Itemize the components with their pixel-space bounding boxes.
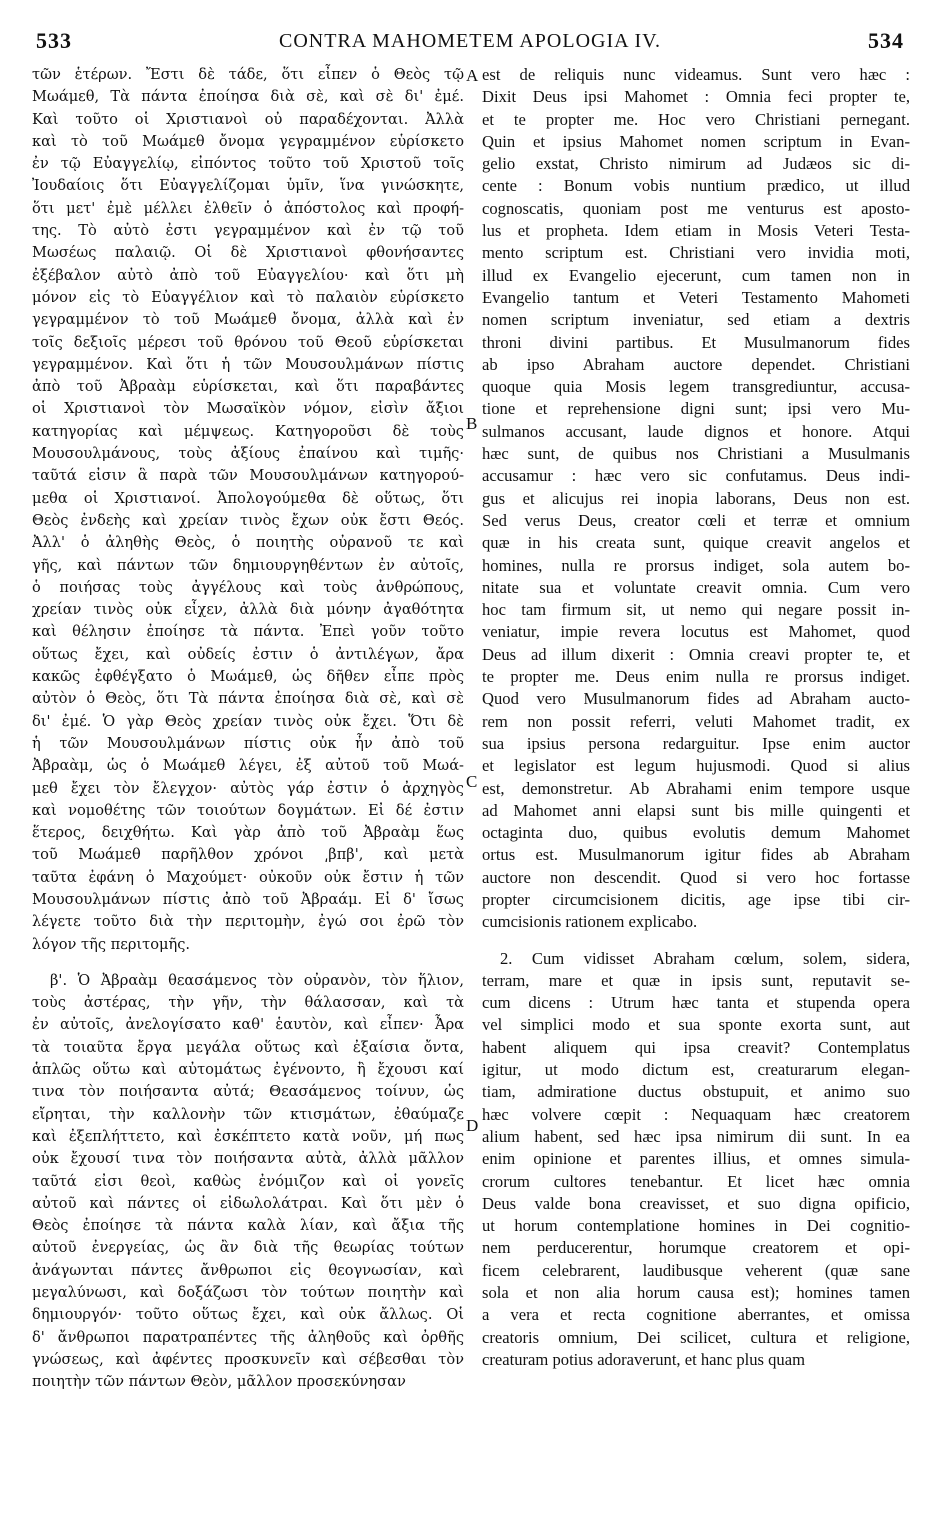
text-line: μεθα οἱ Χριστιανοί. Ἀπολογούμεθα δὲ οὕτως, ὅτι [32,489,464,507]
text-line: et legislator est legum hujusmodi. Quod si alius [482,756,910,776]
text-line: ortus est. Musulmanorum igitur fides ab Abraham [482,845,910,865]
right-page-number: 534 [868,28,904,53]
text-line: τοῖς δεξιοῖς μέρεσι τοῦ θρόνου τοῦ Θεοῦ εὑρίσκεται [32,333,464,351]
text-line: terram, mare et quæ in ipsis sunt, reputavit se- [482,970,910,990]
text-line: nem perducerentur, horumque creatorem et opi- [482,1238,910,1258]
margin-letter-a: A [466,66,479,85]
text-line: cente : Bonum vobis nuntium prædico, ut illud [482,176,910,196]
text-line: ἡ τῶν Μουσουλμάνων πίστις οὐκ ἦν ἀπὸ τοῦ [32,734,464,752]
text-line: est de reliquis nunc videamus. Sunt vero hæc : [482,65,910,84]
text-line: Quod vero Musulmanorum fides ad Abraham aucto- [482,689,910,709]
text-line: creaturam potius adoraverunt, et hanc plus quam [482,1349,806,1369]
text-line: Μωάμεθ, Τὰ πάντα ἐποίησα διὰ σὲ, καὶ σὲ δι' ἐμέ. [32,88,464,106]
text-line: crorum cultores tenebantur. Et licet hæc omnia [482,1171,910,1191]
greek-section-1 [32,64,464,956]
text-line: tiam, admiratione ductus obstupuit, et animo suo [482,1082,910,1102]
running-title: CONTRA MAHOMETEM APOLOGIA IV. [279,30,661,52]
text-line: Θεὸς ἐνδεὴς καὶ χρείαν τινὸς ἔχων οὐκ ἔστι Θεός. [32,511,464,529]
margin-letter-d: D [466,1116,479,1135]
margin-letter-b: B [466,414,478,433]
text-line: hoc tam firmum sit, ut nemo qui negare possit in- [482,600,910,620]
text-line: ut horum contemplatione homines in Dei cognitio- [482,1216,910,1236]
text-line: ἐν τῷ Εὐαγγελίῳ, εἰπόντος τοῦτο τοῦ Χριστοῦ τοῖς [32,155,464,173]
text-line: γεγραμμένον. Καὶ ὅτι ἡ τῶν Μουσουλμάνων πίστις [32,355,464,373]
text-line: vel simplici modo et sua sponte exorta sunt, aut [482,1015,910,1035]
text-line: Deus valde bona creavisset, et suo digna opificio, [482,1193,910,1213]
text-line: te propter me. Deus enim nulla re prorsus indiget. [482,667,910,687]
text-line: μεθ ἔχει τὸν ἔλεγχον· αὐτὸς γάρ ἐστιν ὁ ἀρχηγὸς [32,779,464,797]
text-line: cognoscatis, quoniam post me venturus est aposto- [482,198,910,218]
text-line: homines, nulla re prorsus indiget, sola autem bo- [482,555,910,575]
text-line: β'. Ὁ Ἀβραὰμ θεασάμενος τὸν οὐρανὸν, τὸν ἥλιον, [50,971,464,989]
latin-section-1 [482,64,910,934]
text-line: Ἰουδαίοις ὅτι Εὐαγγελίζομαι ὑμῖν, ἵνα γινώσκητε, [32,177,464,195]
text-line: illud ex Evangelio ejecerunt, cum tamen non in [482,265,910,285]
text-line: quæ in his creata sunt, quique creavit angelos et [482,533,910,553]
text-line: Θεὸς ἐποίησε τὰ πάντα καλὰ λίαν, καὶ ἄξια τῆς [32,1217,464,1235]
text-line: gelio exstat, Christo nimirum ad Judæos sic di- [482,154,910,174]
text-line: της. Τὸ αὐτὸ ἐστι γεγραμμένον καὶ ἐν τῷ τοῦ [32,222,464,240]
text-line: τῶν ἑτέρων. Ἔστι δὲ τάδε, ὅτι εἶπεν ὁ Θεὸς τῷ [32,66,464,83]
text-line: est, demonstretur. Ab Abrahami enim tempore usque [482,778,910,798]
text-line: ὁ ποιήσας τοὺς ἀγγέλους καὶ τοὺς ἀνθρώπους, [32,578,464,596]
running-header [32,28,908,62]
text-line: γνώσεως, καὶ ἀφέντες προσκυνεῖν καὶ σέβεσθαι τὸν [32,1350,464,1368]
text-line: οὕτως ἔχει, καὶ οὐδείς ἐστιν ὁ ἀντιλέγων, ἄρα [32,645,464,663]
latin-section-2 [482,948,910,1372]
text-line: κατηγορίας καὶ μέμψεως. Κατηγοροῦσι δὲ τοὺς [32,422,464,440]
text-line: nomen scriptum inveniatur, sed etiam a dextris [482,310,910,330]
greek-column [32,64,464,1394]
text-line: nitate sua et voluntate creavit omnia. Cum vero [482,577,910,597]
text-line: sulmanos accusant, laude dignos et honore. Atqui [482,421,910,441]
text-line: ficem celebrarent, laudibusque veherent (quæ sane [482,1260,910,1280]
text-line: cum dicens : Utrum hæc tanta et stupenda opera [482,993,910,1013]
text-line: ἐξέβαλον αὐτὸ ἀπὸ τοῦ Εὐαγγελίου· καὶ ὅτι μὴ [32,266,464,284]
text-line: ἁπλῶς οὕτω καὶ αὐτομάτως ἐγένοντο, ἢ ἔχουσι καί [32,1061,464,1079]
text-line: ταῦτα ἐφάνη ὁ Μαχούμετ· οὐκοῦν οὐκ ἔστιν ἡ τῶν [32,868,464,886]
text-line: accusamur : hæc vero sic confutamus. Deus indi- [482,466,910,486]
text-line: εἴρηται, τὴν καλλονὴν τῶν κτισμάτων, ἐθαύμαζε [32,1105,464,1123]
text-line: ἀπὸ τοῦ Ἀβραὰμ εὑρίσκεται, καὶ ὅτι παραβάντες [32,378,464,396]
text-line: alium habent, sed hæc ipsa nimirum dii sunt. In ea [482,1126,910,1146]
text-line: creatoris omnium, Dei scilicet, cultura et religione, [482,1327,910,1347]
text-line: ὅτι μετ' ἐμὲ μέλλει ἐλθεῖν ὁ ἀπόστολος καὶ προφή- [32,199,464,217]
text-line: Dixit Deus ipsi Mahomet : Omnia feci propter te, [482,87,910,107]
text-line: καὶ νομοθέτης τῶν τοιούτων δογμάτων. Εἰ δέ ἐστιν [32,801,464,819]
text-line: habent aliquem qui ipsa creavit? Contemplatus [482,1037,910,1057]
text-line: hæc volvere cœpit : Nequaquam hæc creatorem [482,1104,910,1124]
text-line: μεγαλύνωσι, καὶ δοξάζωσι τὸν τούτων ποιητὴν καὶ [32,1284,464,1302]
text-line: δ' ἄνθρωποι παρατραπέντες τῆς ἀληθοῦς καὶ ὀρθῆς [32,1328,464,1346]
text-line: αὐτοῦ καὶ πάντες οἱ εἰδωλολάτραι. Καὶ ὅτι μὲν ὁ [32,1194,464,1212]
text-line: octaginta duo, quibus evolutis demum Mahomet [482,823,910,843]
text-line: rem non possit referri, veluti Mahomet tradit, ex [482,711,910,731]
text-line: enim opinione et parentes illius, et omnes simula- [482,1149,910,1169]
text-line: veniatur, impie revera locutus est Mahomet, quod [482,622,910,642]
text-line: οὐκ ἔχουσί τινα τὸν ποιήσαντα αὐτὰ, ἀλλὰ μᾶλλον [32,1150,464,1168]
text-line: χρείαν τινὸς οὐκ εἶχεν, ἀλλὰ διὰ μόνην ἀγαθότητα [32,601,464,619]
text-line: καὶ τὸ τοῦ Μωάμεθ ὄνομα γεγραμμένον εὑρίσκετο [32,132,464,150]
text-line: δι' ἐμέ. Ὁ γὰρ Θεὸς χρείαν τινὸς οὐκ ἔχει. Ὅτι δὲ [32,712,464,730]
text-line: ad Mahomet anni elapsi sunt bis mille quingenti et [482,800,910,820]
text-line: lus et propheta. Idem etiam in Mosis Veteri Testa- [482,221,910,241]
text-line: αὐτὸν ὁ Θεὸς, ὅτι Τὰ πάντα ἐποίησα διὰ σὲ, καὶ σὲ [32,690,464,708]
text-line: cumcisionis rationem explicabo. [482,912,698,932]
text-line: throni divini partibus. Et Musulmanorum fides [482,332,910,352]
text-line: τὰ τοιαῦτα ἔργα μεγάλα οὕτως καὶ ἐξαίσια ὄντα, [32,1038,464,1056]
text-line: auctore non descendit. Quod si vero hoc fortasse [482,867,910,887]
text-line: ἐν αὐτοῖς, ἀνελογίσατο καθ' ἑαυτὸν, καὶ εἶπεν· Ἆρα [32,1016,464,1034]
text-line: Sed verus Deus, creator cœli et terræ et omnium [482,510,910,530]
text-line: οἱ Χριστιανοὶ τὸν Μωσαϊκὸν νόμον, εἰσὶν ἄξιοι [32,400,464,418]
text-line: ἕτερος, δειχθήτω. Καὶ γὰρ ἀπὸ τοῦ Ἀβραὰμ ἕως [32,824,464,842]
text-line: Ἀβραὰμ, ὡς ὁ Μωάμεθ λέγει, ἐξ αὐτοῦ τοῦ Μωά- [32,757,464,775]
text-line: δημιουργόν· τοῦτο οὕτως ἔχει, καὶ οὐκ ἄλλως. Οἱ [32,1306,464,1324]
text-line: 2. Cum vidisset Abraham cœlum, solem, sidera, [500,948,910,968]
text-line: τινα τὸν ποιήσαντα αὐτά; Θεασάμενος τοίνυν, ὡς [32,1083,464,1101]
text-line: mento scriptum est. Christiani vero invidia moti, [482,243,910,263]
text-line: λέγετε τοῦτο διὰ τὴν περιτομὴν, ἐγώ σοι ἐρῶ τὸν [32,913,464,931]
text-line: αὐτοῦ ἐνεργείας, ὡς ἂν διὰ τῆς θεωρίας τούτων [32,1239,464,1257]
text-line: Ἀλλ' ὁ ἀληθὴς Θεὸς, ὁ ποιητὴς οὐρανοῦ τε καὶ [32,534,464,552]
margin-letter-c: C [466,772,478,791]
text-line: ταῦτά εἰσι θεοὶ, καθὼς ἐνόμιζον καὶ οἱ γονεῖς [32,1172,464,1190]
text-line: igitur, ut modo dictum est, creaturarum elegan- [482,1060,910,1080]
left-page-number: 533 [36,28,72,53]
text-line: γῆς, καὶ πάντων τῶν δημιουργηθέντων ἐν αὐτοῖς, [32,556,464,574]
text-line: sola et non alia horum causa est); homines tamen [482,1283,910,1303]
text-line: ἀνάγωνται πάντες ἄνθρωποι εἰς θεογνωσίαν, καὶ [32,1261,464,1279]
text-line: et te propter me. Hoc vero Christiani pernegant. [482,109,910,129]
text-line: Μωσέως παλαιῷ. Οἱ δὲ Χριστιανοὶ φθονήσαντες [32,244,464,262]
text-line: gus et alicujus rei inopia laborans, Deus non est. [482,488,910,508]
text-line: Deus ad illum dixerit : Omnia creavi propter te, et [482,644,910,664]
text-line: Καὶ τοῦτο οἱ Χριστιανοὶ οὐ παραδέχονται. Ἀλλὰ [32,110,464,128]
text-line: a vera et recta cognitione aberrantes, et omissa [482,1305,910,1325]
text-line: Quin et ipsius Mahomet nomen scriptum in Evan- [482,131,910,151]
text-line: κακῶς ἐφθέγξατο ὁ Μωάμεθ, ὡς δῆθεν εἶπε πρὸς [32,668,464,686]
text-line: τοὺς ἀστέρας, τὴν γῆν, τὴν θάλασσαν, καὶ τὰ [32,994,464,1012]
text-line: μόνον εἰς τὸ Εὐαγγέλιον καὶ τὸ παλαιὸν εὑρίσκετο [32,288,464,306]
text-line: hæc sunt, de quibus nos Christiani a Musulmanis [482,444,910,464]
text-line: γεγραμμένον τὸ τοῦ Μωάμεθ ὄνομα, ἀλλὰ καὶ ἐν [32,311,464,329]
text-line: Μουσουλμάνους, τοὺς ἀξίους ἐπαίνου καὶ τιμῆς· [32,445,464,463]
text-line: tione et reprehensione digni sunt; ipsi vero Mu- [482,399,910,419]
text-line: λόγον τῆς περιτομῆς. [32,935,191,953]
text-line: propter circumcisionem dicitis, age ipse tibi cir- [482,889,910,909]
latin-column [482,64,910,1371]
text-line: καὶ ἐξεπλήττετο, καὶ ἐσκέπτετο κατὰ νοῦν, μή πως [32,1127,464,1145]
text-line: τοῦ Μωάμεθ παρῆλθον χρόνοι ͵βπβ', καὶ μετὰ [32,846,464,864]
text-line: καὶ θέλησιν ἐποίησε τὰ πάντα. Ἐπεὶ γοῦν τοῦτο [32,623,464,641]
text-line: ab ipso Abraham auctore dependet. Christiani [482,354,910,374]
text-line: ταῦτά εἰσιν ἃ παρὰ τῶν Μουσουλμάνων κατηγορού- [32,467,464,485]
text-line: Μουσουλμάνων πίστις ἀπὸ τοῦ Ἀβραάμ. Εἰ δ' ἴσως [32,890,464,908]
text-line: ποιητὴν τῶν πάντων Θεὸν, μᾶλλον προσεκύνησαν [32,1373,406,1391]
text-line: Evangelio tantum et Veteri Testamento Mahometi [482,287,910,307]
greek-section-2 [32,970,464,1394]
text-line: sua ipsius persona redarguitur. Ipse enim auctor [482,733,910,753]
text-line: quoque quia Mosis legem transgrediuntur, accusa- [482,377,910,397]
